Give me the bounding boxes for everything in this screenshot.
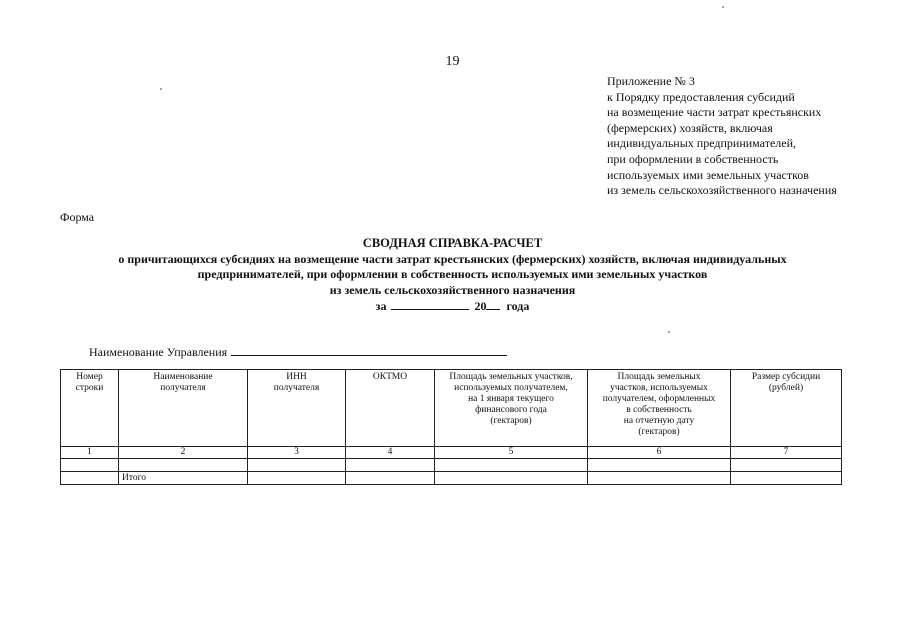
appendix-line: индивидуальных предпринимателей,	[607, 136, 796, 151]
header-cell	[61, 370, 119, 447]
scan-speck	[722, 6, 724, 8]
table-cell[interactable]	[61, 472, 119, 485]
appendix-line: используемых ими земельных участков	[607, 167, 809, 182]
table-cell[interactable]	[346, 472, 435, 485]
document-title: СВОДНАЯ СПРАВКА-РАСЧЕТ	[362, 236, 543, 250]
appendix-line: (фермерских) хозяйств, включая	[607, 120, 773, 135]
form-label: Форма	[60, 210, 95, 224]
appendix-line: на возмещение части затрат крестьянских	[607, 105, 822, 120]
header-cell	[435, 370, 588, 447]
appendix-line: из земель сельскохозяйственного назначения	[607, 183, 837, 198]
subsidy-table	[60, 369, 842, 485]
appendix-line: к Порядку предоставления субсидий	[607, 89, 795, 104]
document-subtitle-line: о причитающихся субсидиях на возмещение части затрат крестьянских (фермерских) хозяйств, включая индивидуальных	[118, 251, 787, 266]
table-cell[interactable]	[435, 472, 588, 485]
header-cell	[248, 370, 346, 447]
table-cell[interactable]	[731, 472, 842, 485]
header-cell-text: Размер субсидии (рублей)	[751, 372, 821, 393]
table-cell[interactable]	[248, 472, 346, 485]
period-blank-field[interactable]	[391, 298, 469, 310]
table-cell[interactable]	[119, 459, 248, 472]
column-number-cell: 1	[61, 447, 119, 459]
appendix-block	[607, 74, 837, 199]
table-cell[interactable]	[435, 459, 588, 472]
department-label: Наименование Управления	[89, 345, 228, 359]
header-cell-text: Площадь земельных участков, используемых получателем, оформленных в собственность на отчетную дату (гектаров)	[602, 372, 716, 437]
period-year-blank-field[interactable]	[486, 298, 500, 310]
table-cell[interactable]	[588, 472, 731, 485]
header-cell-text: Наименование получателя	[153, 372, 213, 393]
table-cell[interactable]	[61, 459, 119, 472]
column-number-row	[61, 447, 842, 459]
column-number-cell: 2	[119, 447, 248, 459]
period-prefix: за	[375, 299, 387, 313]
column-number-cell: 3	[248, 447, 346, 459]
header-cell	[731, 370, 842, 447]
column-number-cell: 5	[435, 447, 588, 459]
header-cell-text: Площадь земельных участков, используемых получателем, на 1 января текущего финансового года (гектаров)	[449, 372, 573, 426]
appendix-line: Приложение № 3	[607, 74, 695, 88]
department-line	[89, 343, 507, 360]
reporting-period-line	[376, 298, 530, 315]
header-cell	[346, 370, 435, 447]
table-row	[61, 459, 842, 472]
document-subtitle-line: предпринимателей, при оформлении в собственность используемых ими земельных участков	[197, 267, 708, 281]
document-title-block	[0, 236, 905, 315]
period-year-prefix: 20	[474, 299, 487, 313]
header-cell-text: Номер строки	[75, 372, 104, 393]
header-cell-text: ОКТМО	[372, 372, 408, 382]
document-subtitle-line: из земель сельскохозяйственного назначения	[329, 282, 576, 297]
total-row	[61, 472, 842, 485]
table-cell[interactable]	[248, 459, 346, 472]
period-suffix: года	[506, 299, 530, 313]
scan-speck	[668, 331, 670, 333]
table-cell[interactable]	[731, 459, 842, 472]
appendix-line: при оформлении в собственность	[607, 151, 779, 166]
header-cell	[119, 370, 248, 447]
column-number-cell: 7	[731, 447, 842, 459]
column-number-cell: 6	[588, 447, 731, 459]
table-header-row	[61, 370, 842, 447]
department-blank-field[interactable]	[231, 343, 507, 356]
column-number-cell: 4	[346, 447, 435, 459]
table-cell[interactable]	[588, 459, 731, 472]
scan-speck	[160, 88, 162, 90]
header-cell-text: ИНН получателя	[273, 372, 320, 393]
page-number: 19	[445, 54, 460, 69]
total-label: Итого	[119, 472, 248, 485]
table-cell[interactable]	[346, 459, 435, 472]
header-cell	[588, 370, 731, 447]
